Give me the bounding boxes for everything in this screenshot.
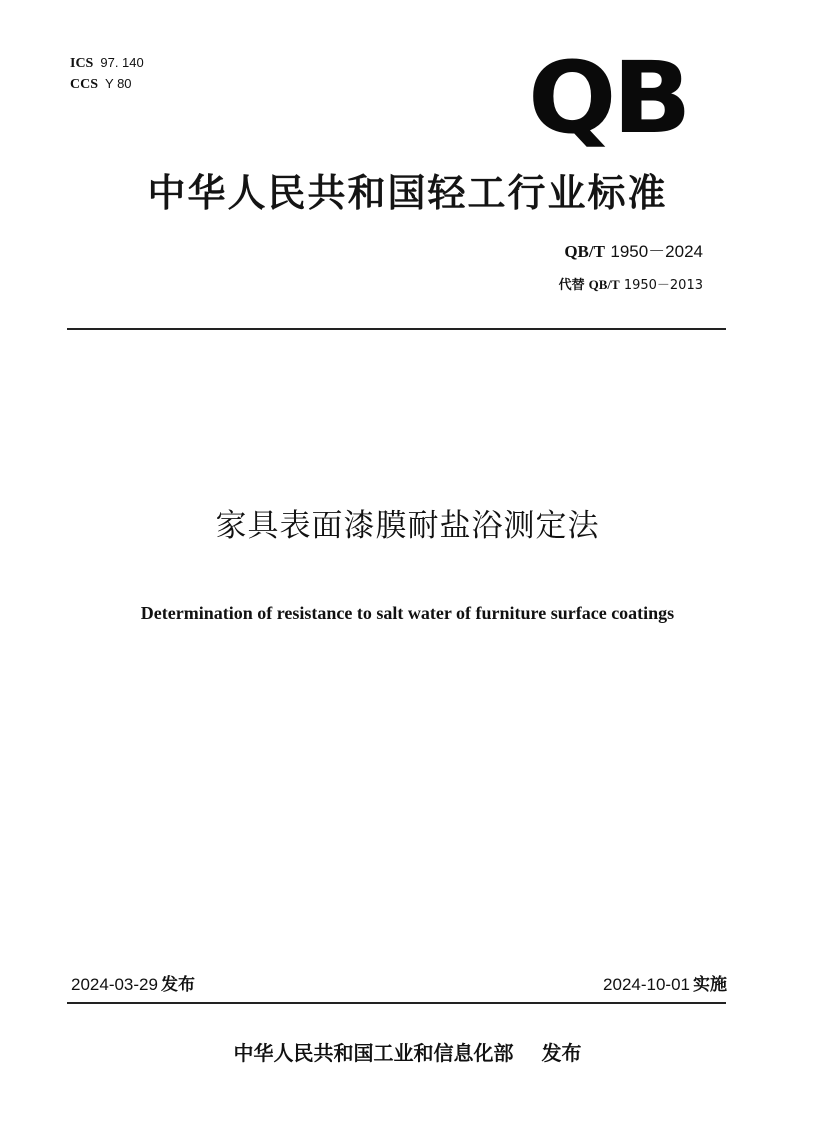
document-title-cn: 家具表面漆膜耐盐浴测定法: [215, 508, 600, 544]
standard-prefix: QB/T: [564, 242, 605, 261]
ccs-code: [70, 76, 132, 93]
ics-value: 97. 140: [100, 55, 144, 70]
publisher: [0, 1039, 815, 1067]
top-divider: [67, 328, 726, 330]
publisher-action: 发布: [541, 1041, 582, 1065]
replaces-number: 1950－2013: [623, 278, 703, 293]
ccs-label: CCS: [70, 77, 99, 92]
ics-label: ICS: [70, 56, 94, 71]
industry-standard-title: 中华人民共和国轻工行业标准: [147, 171, 668, 215]
implement-date-value: 2024-10-01: [603, 975, 690, 994]
implement-label: 实施: [693, 975, 727, 995]
issue-date-value: 2024-03-29: [71, 975, 158, 994]
document-title-en: Determination of resistance to salt water of furniture surface coatings: [140, 603, 675, 623]
standard-number-value: 1950－2024: [610, 242, 703, 261]
standard-number: [564, 241, 703, 263]
implement-date: [603, 973, 727, 997]
replaces-standard: [559, 276, 703, 295]
ics-code: [70, 55, 144, 72]
issue-label: 发布: [160, 975, 195, 995]
qb-logo: QB: [528, 40, 688, 156]
replaces-label: 代替: [558, 278, 585, 293]
issue-date: [71, 973, 195, 997]
ccs-value: Y 80: [105, 76, 132, 91]
publisher-name: 中华人民共和国工业和信息化部: [233, 1041, 514, 1065]
replaces-prefix: QB/T: [588, 277, 620, 292]
bottom-divider: [67, 1002, 726, 1004]
